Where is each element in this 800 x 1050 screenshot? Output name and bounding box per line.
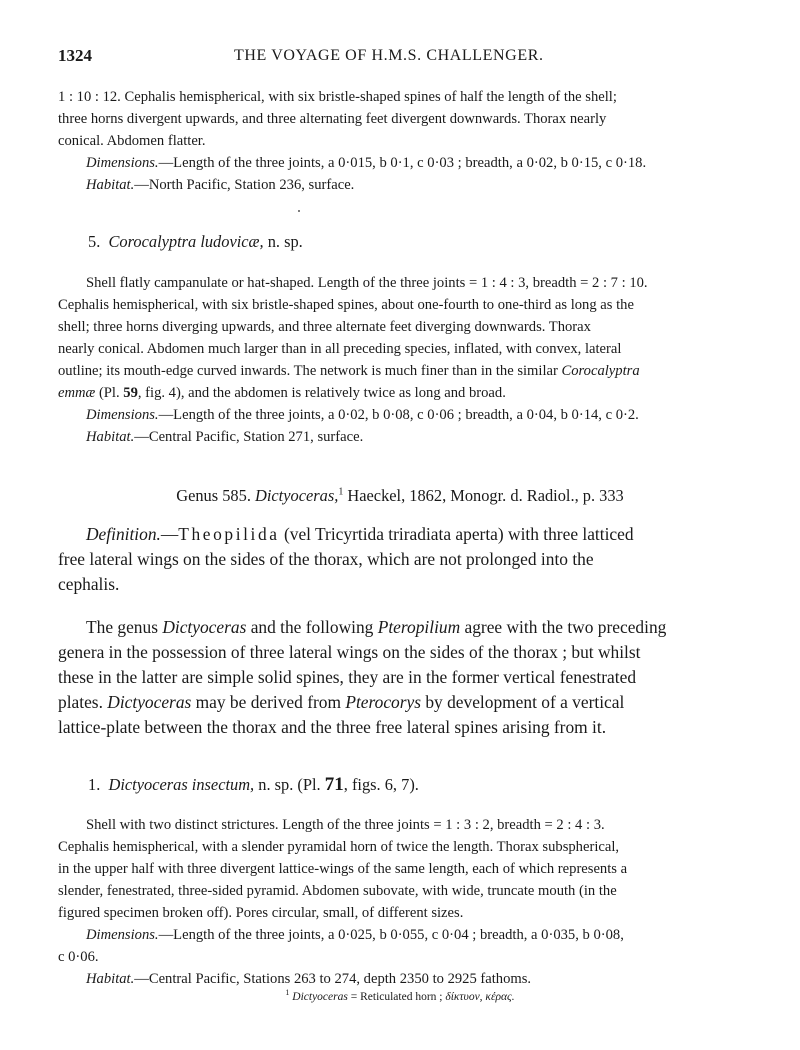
text-line: 1 : 10 : 12. Cephalis hemispherical, with six bristle-shaped spines of half the length of the shell; [58,89,617,105]
text-line: lattice-plate between the thorax and the three free lateral spines arising from it. [58,717,607,737]
text-line: nearly conical. Abdomen much larger than in all preceding species, inflated, with convex, lateral [58,341,622,357]
habitat-label: Habitat. [86,177,135,193]
dimensions-line [58,152,746,174]
text-line [58,360,746,382]
species-reference: Corocalyptra [561,363,640,379]
text-span: plates. [58,692,108,712]
footnote-marker: 1 [285,988,290,997]
footnote-text: = Reticulated horn ; [347,990,446,1003]
dimensions-line-continued: c 0·06. [58,949,99,965]
text-span: agree with the two preceding [460,617,667,637]
habitat-line [58,426,746,448]
genus-citation: Haeckel, 1862, Monogr. d. Radiol., p. 333 [343,486,624,505]
text-span: may be derived from [191,692,346,712]
text-line: conical. Abdomen flatter. [58,133,206,149]
text-line: in the upper half with three divergent lattice-wings of the same length, each of which represents a [58,861,628,877]
genus-discussion [58,615,746,740]
page-number: 1324 [58,46,92,65]
text-span: by development of a vertical [421,692,625,712]
running-title: THE VOYAGE OF H.M.S. CHALLENGER. [234,47,544,64]
text-line [58,690,746,715]
text-line [58,382,746,404]
text-line: three horns divergent upwards, and three alternating feet divergent downwards. Thorax nearly [58,111,607,127]
habitat-line [58,174,746,196]
definition-line [58,522,746,547]
family-name: Theopilida [178,524,280,544]
genus-number: Genus 585. [176,486,256,505]
text-span: , figs. 6, 7). [343,775,419,794]
text-line: shell; three horns diverging upwards, and three alternate feet diverging downwards. Thorax [58,319,591,335]
genus-reference: Dictyoceras [107,692,192,712]
plate-number: 59 [123,385,138,401]
habitat-text: —Central Pacific, Stations 263 to 274, depth 2350 to 2925 fathoms. [134,971,532,987]
plate-number: 71 [324,774,344,795]
dimensions-text: —Length of the three joints, a 0·02, b 0·08, c 0·06 ; breadth, a 0·04, b 0·14, c 0·2. [158,407,639,423]
text-span: (Pl. [95,385,124,401]
habitat-text: —Central Pacific, Station 271, surface. [134,429,364,445]
text-line: Cephalis hemispherical, with six bristle-shaped spines, about one-fourth to one-third as long as the [58,297,634,313]
text-line: genera in the possession of three lateral wings on the sides of the thorax ; but whilst [58,642,641,662]
genus-name: Dictyoceras, [255,486,339,505]
genus-reference: Dictyoceras [162,617,247,637]
genus-reference: Pterocorys [345,692,422,712]
definition-label: Definition. [86,524,161,544]
footnote-term: Dictyoceras [292,990,348,1003]
footnote [0,988,800,1003]
species-reference: emmæ [58,385,96,401]
species-number: 5. [88,232,101,251]
dimensions-label: Dimensions. [86,407,159,423]
text-span: outline; its mouth-edge curved inwards. The network is much finer than in the similar [58,363,558,379]
ink-speck [298,210,300,212]
dimensions-line [58,924,746,946]
text-line [58,615,746,640]
dimensions-label: Dimensions. [86,155,159,171]
species-name: Dictyoceras insectum, [108,775,255,794]
text-line: figured specimen broken off). Pores circular, small, of different sizes. [58,905,464,921]
habitat-text: —North Pacific, Station 236, surface. [134,177,355,193]
text-line: free lateral wings on the sides of the thorax, which are not prolonged into the [58,549,594,569]
text-line: Shell with two distinct strictures. Length of the three joints = 1 : 3 : 2, breadth = 2 : 4 : 3. [86,817,605,833]
species-number: 1. [88,775,101,794]
text-line: Cephalis hemispherical, with a slender pyramidal horn of twice the length. Thorax subspherical, [58,839,620,855]
text-line: cephalis. [58,574,120,594]
text-span: , fig. 4), and the abdomen is relatively twice as long and broad. [137,385,506,401]
species-heading [88,774,419,796]
footnote-etymology: δίκτυον, κέρας. [445,990,515,1003]
footnote-marker: 1 [338,486,344,498]
dimensions-text: —Length of the three joints, a 0·025, b 0·055, c 0·04 ; breadth, a 0·035, b 0·08, [158,927,624,943]
text-span: (vel Tricyrtida triradiata aperta) with three latticed [279,524,634,544]
previous-species-block [58,86,746,196]
dimensions-line [58,404,746,426]
genus-heading [0,486,800,506]
text-span: and the following [246,617,378,637]
text-line: these in the latter are simple solid spines, they are in the former vertical fenestrated [58,667,637,687]
habitat-label: Habitat. [86,971,135,987]
habitat-label: Habitat. [86,429,135,445]
habitat-line [58,968,746,990]
genus-reference: Pteropilium [377,617,461,637]
dimensions-text: —Length of the three joints, a 0·015, b 0·1, c 0·03 ; breadth, a 0·02, b 0·15, c 0·18. [158,155,647,171]
text-span: n. sp. (Pl. [254,775,325,794]
text-span: The genus [86,617,163,637]
text-line: Shell flatly campanulate or hat-shaped. Length of the three joints = 1 : 4 : 3, breadth = 2 : 7 : 10. [86,275,648,291]
species-suffix: n. sp. [263,232,303,251]
definition-block [58,522,746,597]
text-line: slender, fenestrated, three-sided pyramid. Abdomen subovate, with wide, truncate mouth (in the [58,883,617,899]
text-span: — [160,524,179,544]
species-heading [88,232,303,252]
species-5-block [58,272,746,448]
species-name: Corocalyptra ludovicæ, [108,232,264,251]
dimensions-label: Dimensions. [86,927,159,943]
running-header [58,46,744,68]
species-1-block [58,814,746,990]
